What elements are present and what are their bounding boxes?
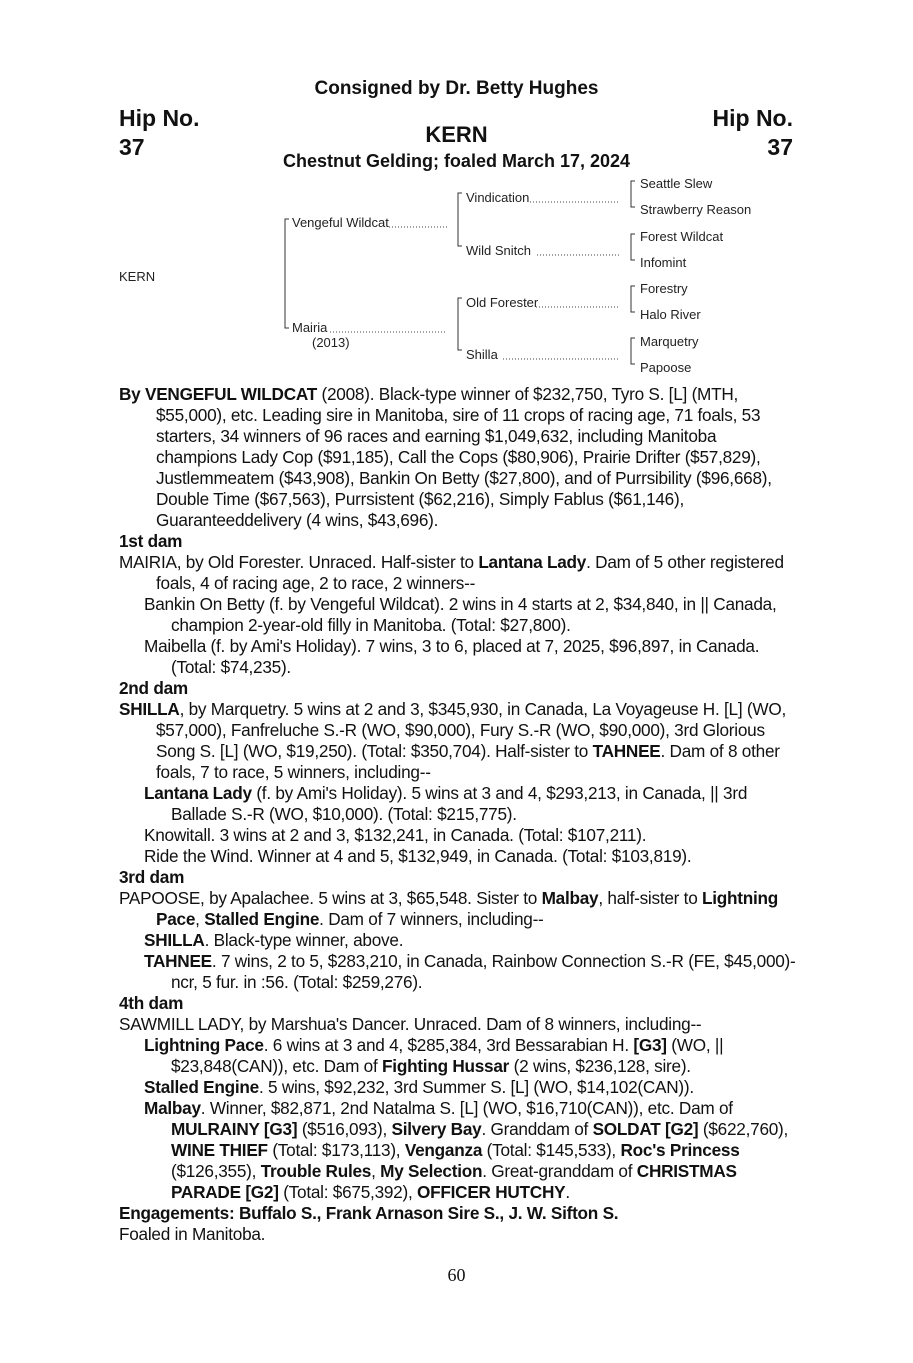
engagements: Engagements: Buffalo S., Frank Arnason Sire S., J. W. Sifton S. [119, 1203, 619, 1223]
fourth-dam-heading: 4th dam [119, 993, 184, 1013]
consignor-line: Consigned by Dr. Betty Hughes [314, 78, 599, 99]
hip-label: Hip No. [119, 105, 200, 131]
pedigree-g3-6: Halo River [640, 307, 701, 322]
first-dam-paragraph: MAIRIA, by Old Forester. Unraced. Half-sister to Lantana Lady. Dam of 5 other registered foals, 4 of racing age, 2 to race, 2 winners-- [119, 552, 784, 593]
page-number: 60 [447, 1265, 466, 1285]
pedigree-dam-year: (2013) [312, 335, 350, 350]
catalogue-page-body [119, 384, 799, 1245]
pedigree-g3-2: Strawberry Reason [640, 202, 752, 217]
produce-record: TAHNEE. 7 wins, 2 to 5, $283,210, in Canada, Rainbow Connection S.-R (FE, $45,000)-ncr, 5 fur. in :56. (Total: $259,276). [144, 951, 796, 992]
third-dam-heading: 3rd dam [119, 867, 185, 887]
produce-record: SHILLA. Black-type winner, above. [144, 930, 404, 950]
second-dam-paragraph: SHILLA, by Marquetry. 5 wins at 2 and 3, $345,930, in Canada, La Voyageuse H. [L] (WO, $57,000), Fanfreluche S.-R (WO, $90,000), Fury S.-R (WO, $90,000), 3rd Glorious Song S. [L] (WO, $19,250). (Total: $350,704). Half-sister to TAHNEE. Dam of 8 other foals, 7 to race, 5 winners, including-- [119, 699, 786, 782]
pedigree-chart [0, 0, 913, 380]
produce-record: Stalled Engine. 5 wins, $92,232, 3rd Summer S. [L] (WO, $14,102(CAN)). [144, 1077, 694, 1097]
produce-record: Knowitall. 3 wins at 2 and 3, $132,241, in Canada. (Total: $107,211). [144, 825, 647, 845]
pedigree-sire: Vengeful Wildcat [292, 215, 389, 230]
pedigree-dam: Mairia [292, 320, 328, 335]
second-dam-heading: 2nd dam [119, 678, 188, 698]
pedigree-g3-8: Papoose [640, 360, 692, 375]
produce-record: Malbay. Winner, $82,871, 2nd Natalma S. [L] (WO, $16,710(CAN)), etc. Dam of MULRAINY [G3] ($516,093), Silvery Bay. Granddam of SOLDAT [G2] ($622,760), WINE THIEF (Total: $173,113), Venganza (Total: $145,533), Roc's Princess ($126,355), Trouble Rules, My Selection. Great-granddam of CHRISTMAS PARADE [G2] (Total: $675,392), OFFICER HUTCHY. [144, 1098, 789, 1202]
pedigree-g3-1: Seattle Slew [640, 176, 713, 191]
produce-record: Maibella (f. by Ami's Holiday). 7 wins, 3 to 6, placed at 7, 2025, $96,897, in Canada. (Total: $74,235). [144, 636, 760, 677]
pedigree-g3-5: Forestry [640, 281, 688, 296]
pedigree-g3-7: Marquetry [640, 334, 699, 349]
sire-paragraph: By VENGEFUL WILDCAT (2008). Black-type winner of $232,750, Tyro S. [L] (MTH, $55,000), etc. Leading sire in Manitoba, sire of 11 crops of racing age, 71 foals, 53 starters, 34 winners of 96 races and earning $1,049,632, including Manitoba champions Lady Cop ($91,185), Call the Cops ($80,906), Prairie Drifter ($57,829), Justlemmeatem ($43,908), Bankin On Betty ($27,800), and of Purrsibility ($96,668), Double Time ($67,563), Purrsistent ($62,216), Simply Fablus ($61,146), Guaranteeddelivery (4 wins, $43,696). [119, 384, 772, 530]
pedigree-g3-4: Infomint [640, 255, 687, 270]
pedigree-dam-dam: Shilla [466, 347, 498, 362]
foaled-in: Foaled in Manitoba. [119, 1224, 266, 1244]
pedigree-sire-sire: Vindication [466, 190, 530, 205]
first-dam-heading: 1st dam [119, 531, 183, 551]
horse-name: KERN [425, 122, 488, 147]
produce-record: Ride the Wind. Winner at 4 and 5, $132,949, in Canada. (Total: $103,819). [144, 846, 692, 866]
pedigree-dam-sire: Old Forester [466, 295, 539, 310]
fourth-dam-paragraph: SAWMILL LADY, by Marshua's Dancer. Unraced. Dam of 8 winners, including-- [119, 1014, 702, 1034]
third-dam-paragraph: PAPOOSE, by Apalachee. 5 wins at 3, $65,548. Sister to Malbay, half-sister to Lightning Pace, Stalled Engine. Dam of 7 winners, including-- [119, 888, 779, 929]
produce-record: Bankin On Betty (f. by Vengeful Wildcat). 2 wins in 4 starts at 2, $34,840, in || Canada, champion 2-year-old filly in Manitoba. (Total: $27,800). [144, 594, 777, 635]
horse-description: Chestnut Gelding; foaled March 17, 2024 [282, 151, 631, 171]
hip-label: Hip No. [712, 105, 793, 131]
hip-number: 37 [119, 134, 145, 160]
produce-record: Lantana Lady (f. by Ami's Holiday). 5 wins at 3 and 4, $293,213, in Canada, || 3rd Ballade S.-R (WO, $10,000). (Total: $215,775). [144, 783, 748, 824]
pedigree-g3-3: Forest Wildcat [640, 229, 724, 244]
pedigree-sire-dam: Wild Snitch [466, 243, 532, 258]
hip-number: 37 [767, 134, 793, 160]
produce-record: Lightning Pace. 6 wins at 3 and 4, $285,384, 3rd Bessarabian H. [G3] (WO, || $23,848(CAN)), etc. Dam of Fighting Hussar (2 wins, $236,128, sire). [144, 1035, 724, 1076]
pedigree-subject: KERN [119, 269, 156, 284]
